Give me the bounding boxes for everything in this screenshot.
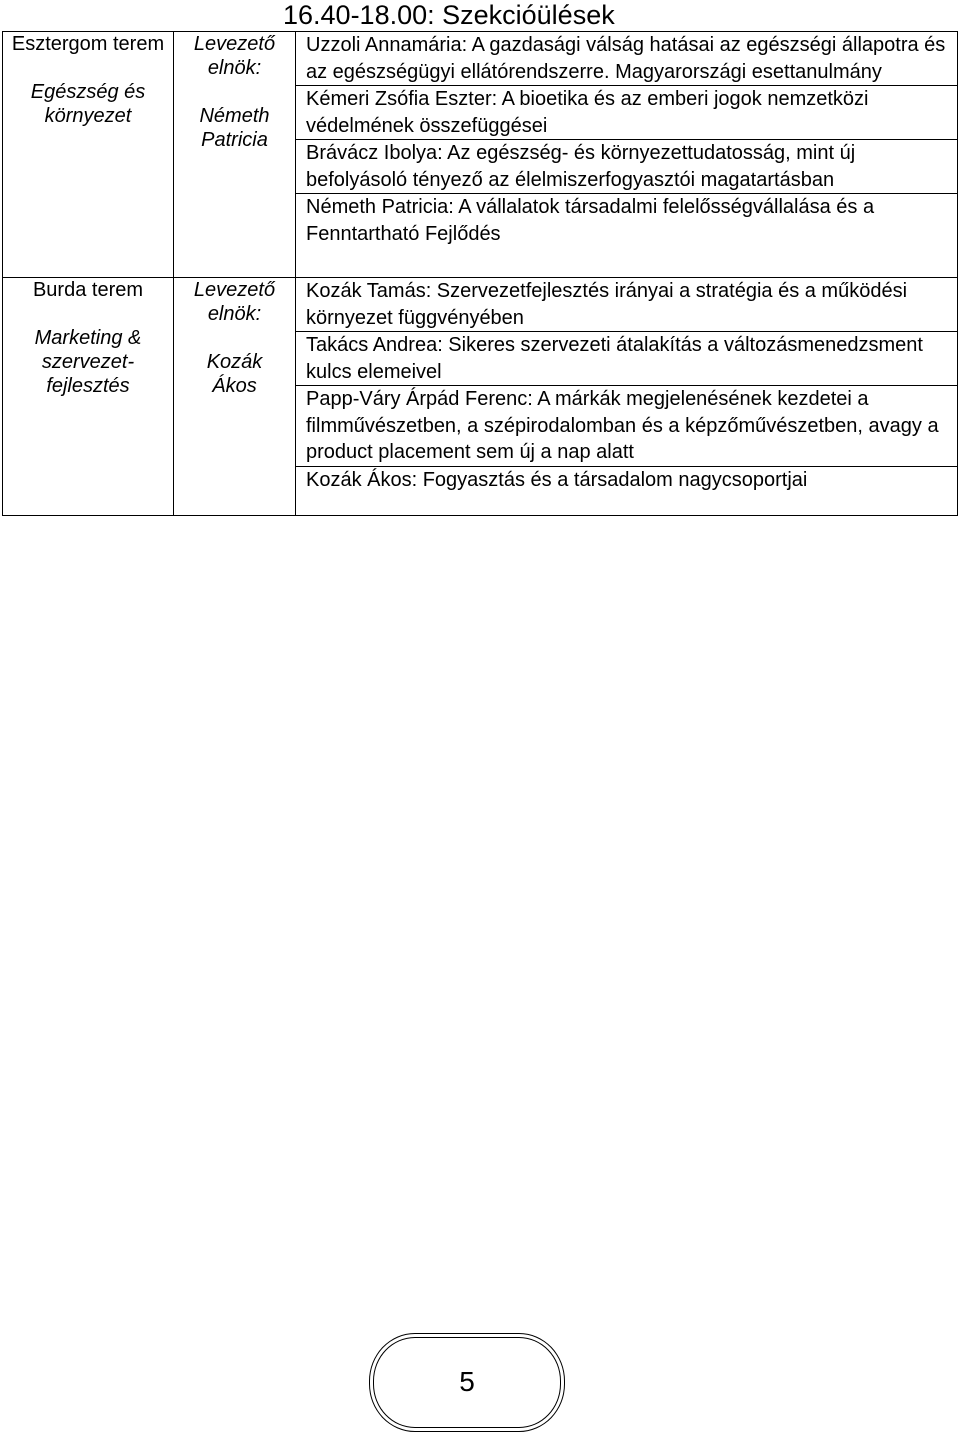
page-number: 5	[459, 1366, 475, 1397]
room-name: Esztergom terem	[11, 33, 165, 55]
program-table	[2, 31, 958, 516]
room-name: Burda terem	[32, 279, 144, 301]
room-cell	[3, 278, 174, 516]
talks-cell	[296, 32, 958, 278]
talk-item: Brávácz Ibolya: Az egészség- és környezettudatosság, mint új befolyásoló tényező az élelmiszerfogyasztói magatartásban	[296, 140, 957, 194]
talk-item: Kozák Ákos: Fogyasztás és a társadalom nagycsoportjai	[306, 468, 808, 491]
chair-label: Levezető elnök:	[193, 279, 276, 325]
talk-item: Kozák Tamás: Szervezetfejlesztés irányai a stratégia és a működési környezet függvényében	[296, 278, 957, 332]
talk-item: Kémeri Zsófia Eszter: A bioetika és az emberi jogok nemzetközi védelmének összefüggései	[296, 86, 957, 140]
room-cell	[3, 32, 174, 278]
chair-name: Németh Patricia	[199, 105, 270, 151]
section-row	[3, 32, 958, 278]
talk-item: Papp-Váry Árpád Ferenc: A márkák megjelenésének kezdetei a filmművészetben, a szépirodalomban és a képzőművészetben, avagy a product placement sem új a nap alatt	[296, 386, 957, 467]
chair-label: Levezető elnök:	[193, 33, 276, 79]
talk-item: Takács Andrea: Sikeres szervezeti átalakítás a változásmenedzsment kulcs elemeivel	[296, 332, 957, 386]
page-number-badge	[369, 1333, 565, 1432]
session-title: 16.40-18.00: Szekcióülések	[283, 0, 615, 30]
chair-cell	[174, 32, 296, 278]
chair-cell	[174, 278, 296, 516]
talk-item: Uzzoli Annamária: A gazdasági válság hatásai az egészségi állapotra és az egészségügyi ellátórendszerre. Magyarországi esettanulmány	[296, 32, 957, 86]
talk-item: Németh Patricia: A vállalatok társadalmi felelősségvállalása és a Fenntartható Fejlődés	[306, 196, 875, 245]
talks-cell	[296, 278, 958, 516]
section-row	[3, 278, 958, 516]
chair-name: Kozák Ákos	[206, 351, 263, 397]
section-topic: Marketing & szervezet-fejlesztés	[34, 327, 142, 397]
section-topic: Egészség és környezet	[30, 81, 146, 127]
